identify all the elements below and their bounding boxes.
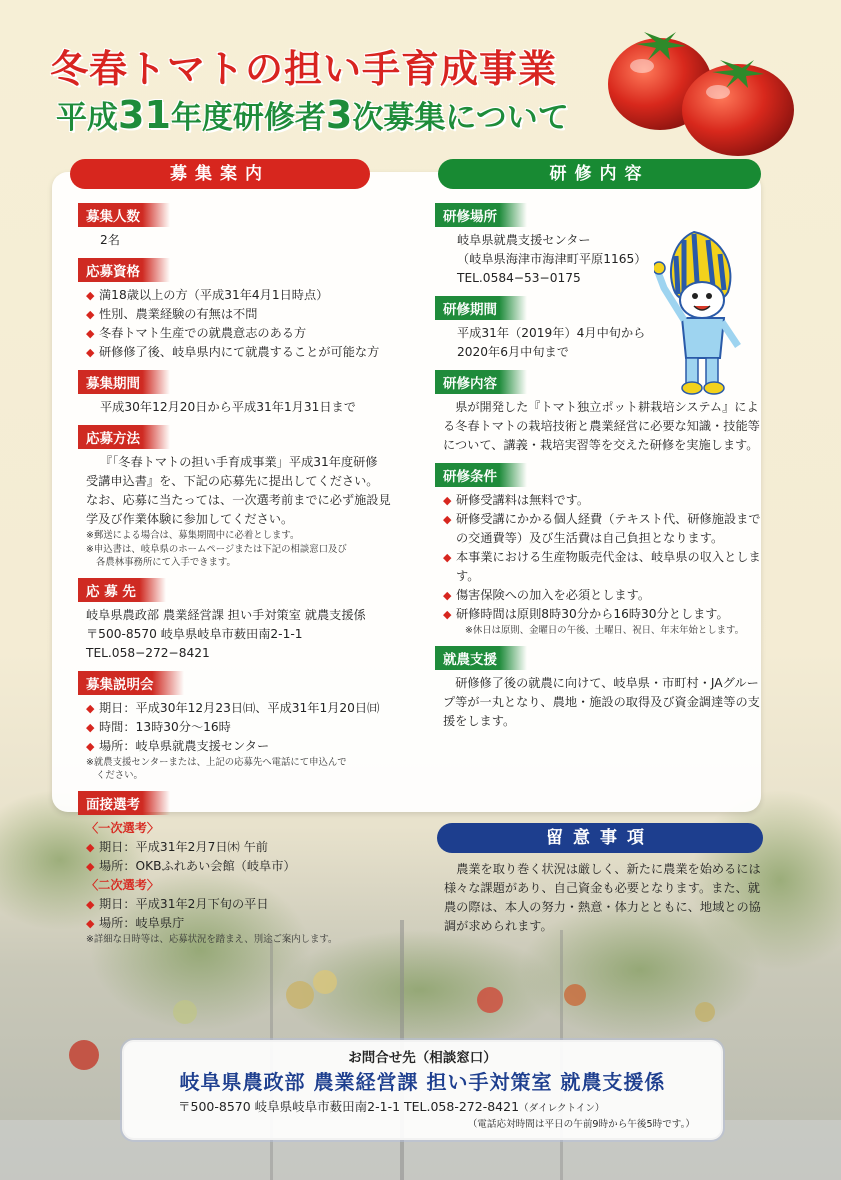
contact-title: お問合せ先（相談窓口）: [348, 1050, 497, 1066]
first-selection-title: 〈一次選考〉: [86, 820, 160, 835]
sub-title-part: 平成: [56, 100, 118, 136]
method-section: [78, 425, 418, 570]
section-label: 研修条件: [435, 463, 527, 487]
contact-address: [178, 1097, 605, 1115]
interview-note: ※詳細な日時等は、応募状況を踏まえ、別途ご案内します。: [86, 933, 338, 945]
place-line: TEL.0584−53−0175: [457, 271, 581, 285]
section-label: 募集期間: [78, 370, 170, 394]
place-line: 岐阜県就農支援センター: [457, 233, 591, 247]
notice-text: 農業を取り巻く状況は厳しく、新たに農業を始めるには様々な課題があり、自己資金も必要となります。また、就農の際は、本人の努力・熱意・体力とともに、地域との協調が求められます。: [444, 862, 761, 933]
section-label: 研修内容: [435, 370, 527, 394]
method-note: ※申込書は、岐阜県のホームページまたは下記の相談窓口及び: [86, 543, 347, 555]
main-title: 冬春トマトの担い手育成事業: [50, 47, 558, 91]
section-label: 応 募 先: [78, 578, 166, 602]
destination-line: 〒500-8570 岐阜県岐阜市薮田南2-1-1: [86, 626, 303, 641]
period-value: 平成30年12月20日から平成31年1月31日まで: [100, 400, 356, 414]
conditions-section: [435, 463, 765, 638]
section-label: 応募方法: [78, 425, 170, 449]
section-label: 就農支援: [435, 646, 527, 670]
place-line: （岐阜県海津市海津町平原1165）: [457, 252, 647, 266]
contact-organization: 岐阜県農政部 農業経営課 担い手対策室 就農支援係: [179, 1070, 666, 1094]
second-selection-title: 〈二次選考〉: [86, 877, 160, 892]
method-line: なお、応募に当たっては、一次選考前までに必ず施設見: [86, 493, 391, 507]
list-item: ◆ 時間：13時30分〜16時: [86, 718, 418, 737]
list-item: ◆ 満18歳以上の方（平成31年4月1日時点）: [86, 286, 418, 305]
conditions-note: ※休日は原則、金曜日の午後、土曜日、祝日、年末年始とします。: [465, 625, 744, 636]
list-item: ◆ 場所：OKBふれあい会館（岐阜市）: [86, 857, 418, 876]
support-text: 研修修了後の就農に向けて、岐阜県・市町村・JAグループ等が一丸となり、農地・施設の取得及び資金調達等の支援をします。: [443, 675, 760, 728]
briefing-note: ※就農支援センターまたは、上記の応募先へ電話にて申込んで: [86, 756, 347, 768]
recruitment-column: [78, 203, 418, 954]
support-section: [435, 646, 765, 731]
briefing-section: [78, 671, 418, 783]
list-item: ◆ 場所：岐阜県庁: [86, 914, 418, 933]
section-label: 募集人数: [78, 203, 170, 227]
section-label: 研修期間: [435, 296, 527, 320]
method-note: 各農林事務所にて入手できます。: [96, 557, 236, 568]
list-item: ◆ 期日：平成31年2月下旬の平日: [86, 895, 418, 914]
method-line: 『「冬春トマトの担い手育成事業」平成31年度研修: [100, 455, 378, 469]
sub-title-part: 年度研修者: [170, 100, 326, 136]
section-label: 応募資格: [78, 258, 170, 282]
training-header: 研修内容: [438, 159, 761, 189]
list-item: ◆ 冬春トマト生産での就農意志のある方: [86, 324, 418, 343]
section-label: 募集説明会: [78, 671, 184, 695]
section-label: 面接選考: [78, 791, 170, 815]
list-item: ◆ 場所：岐阜県就農支援センター: [86, 737, 418, 756]
list-item: ◆ 傷害保険への加入を必須とします。: [443, 586, 765, 605]
count-section: [78, 203, 418, 250]
sub-title-part: 次募集について: [352, 100, 569, 136]
contact-hours: （電話応対時間は平日の午前9時から午後5時です。）: [467, 1119, 695, 1130]
list-item: ◆ 研修受講にかかる個人経費（テキスト代、研修施設までの交通費等）及び生活費は自己負担となります。: [443, 510, 765, 548]
term-line: 平成31年（2019年）4月中旬から: [457, 326, 646, 340]
term-line: 2020年6月中旬まで: [457, 345, 569, 359]
count-value: 2名: [100, 233, 120, 247]
destination-line: 岐阜県農政部 農業経営課 担い手対策室 就農支援係: [86, 607, 366, 622]
list-item: ◆ 性別、農業経験の有無は不問: [86, 305, 418, 324]
sub-title-year: 31: [118, 93, 171, 137]
recruitment-header: 募集案内: [70, 159, 370, 189]
section-label: 研修場所: [435, 203, 527, 227]
qualification-section: [78, 258, 418, 362]
list-item: ◆ 期日：平成30年12月23日㈰、平成31年1月20日㈰: [86, 699, 418, 718]
contact-dial-note: （ダイレクトイン）: [519, 1103, 605, 1114]
interview-section: [78, 791, 418, 947]
list-item: ◆ 研修時間は原則8時30分から16時30分とします。: [443, 605, 765, 624]
content-text: 県が開発した『トマト独立ポット耕栽培システム』による冬春トマトの栽培技術と農業経営に必要な知識・技能等について、講義・栽培実習等を交えた研修を実施します。: [443, 400, 760, 452]
destination-section: [78, 578, 418, 663]
sub-title: [56, 92, 569, 137]
list-item: ◆ 本事業における生産物販売代金は、岐阜県の収入とします。: [443, 548, 765, 586]
method-line: 学及び作業体験に参加してください。: [86, 512, 294, 526]
period-section: [78, 370, 418, 417]
notice-header: 留意事項: [437, 823, 763, 853]
list-item: ◆ 期日：平成31年2月7日㈭ 午前: [86, 838, 418, 857]
method-line: 受講申込書』を、下記の応募先に提出してください。: [86, 474, 379, 488]
list-item: ◆ 研修受講料は無料です。: [443, 491, 765, 510]
contact-address-text: 〒500-8570 岐阜県岐阜市薮田南2-1-1 TEL.058-272-8421: [178, 1099, 520, 1114]
mascot-illustration: [654, 228, 749, 396]
destination-line: TEL.058−272−8421: [86, 645, 210, 660]
sub-title-round: 3: [325, 93, 353, 137]
method-note: ※郵送による場合は、募集期間中に必着とします。: [86, 530, 300, 541]
tomatoes-illustration: [598, 22, 798, 157]
briefing-note: ください。: [96, 770, 143, 781]
list-item: ◆ 研修修了後、岐阜県内にて就農することが可能な方: [86, 343, 418, 362]
contact-box: [122, 1040, 723, 1140]
